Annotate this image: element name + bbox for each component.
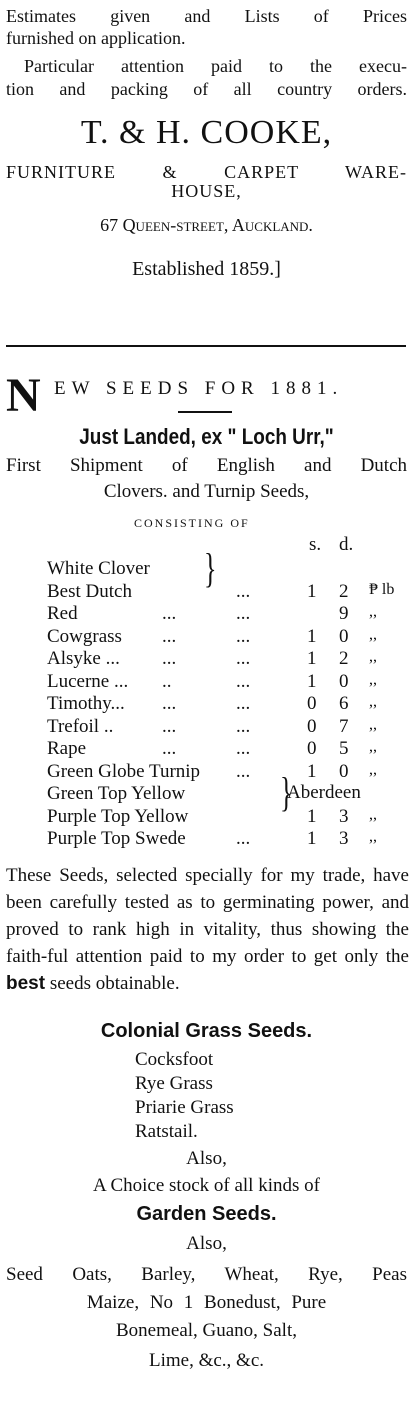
price-row [47,558,409,581]
leader-dots: ... [236,603,251,624]
price-unit: ,, [369,738,377,755]
price-pence: 3 [339,828,349,849]
firm-address: 67 Queen-street, Auckland. [100,215,313,235]
seeds-title: EW SEEDS FOR 1881. [54,378,344,399]
price-row [47,626,409,649]
leader-dots: ... [236,738,251,759]
heading-underline [178,411,232,413]
price-shillings: 1 [307,648,317,669]
brace-clover: } [204,545,217,592]
price-row [47,603,409,626]
price-row [47,581,409,604]
leader-dots: ... [162,693,177,714]
price-shillings: 0 [307,693,317,714]
description-text-end: seeds obtainable. [49,973,180,994]
grass-item: Priarie Grass [135,1097,234,1118]
price-row [47,716,409,739]
price-unit: ,, [369,625,377,643]
seed-name: Cowgrass [47,625,122,647]
estimates-line-2: furnished on application. [6,28,186,48]
seed-name: Timothy... [47,693,125,714]
leader-dots: ... [162,625,177,647]
seed-name: Green Globe Turnip [47,760,201,782]
price-unit: ,, [369,715,377,733]
garden-seeds-heading: Garden Seeds. [136,1203,277,1225]
leader-dots: ... [236,828,251,849]
price-row [47,648,409,671]
first-shipment-line: First Shipment of English and Dutch [6,455,407,476]
price-pence: 2 [339,580,349,602]
products-line-1: Seed Oats, Barley, Wheat, Rye, Peas [6,1264,407,1285]
choice-stock-line: A Choice stock of all kinds of [93,1175,320,1196]
seed-name: Purple Top Yellow [47,805,189,827]
section-divider [6,345,406,347]
price-unit: ₱ lb [369,580,395,598]
price-row [47,806,409,829]
just-landed-line: Just Landed, ex " Loch Urr," [79,424,334,449]
seed-name: Rape [47,738,87,759]
price-unit: ,, [369,648,377,665]
leader-dots: ... [236,760,251,782]
price-row [47,738,409,761]
price-row [47,761,409,784]
firm-tagline-1: FURNITURE & CARPET WARE- [6,162,407,182]
firm-established: Established 1859.] [132,258,281,280]
firm-tagline-2: HOUSE, [171,181,242,201]
price-row [47,693,409,716]
pence-column-header: d. [339,534,354,555]
price-pence: 0 [339,625,349,647]
seed-name: Purple Top Swede [47,828,186,849]
products-line-4: Lime, &c., &c. [148,1350,265,1371]
price-pence: 3 [339,805,349,827]
price-unit: ,, [369,603,377,620]
grass-item: Cocksfoot [135,1049,214,1070]
description-emphasis: best [6,973,46,994]
price-unit: ,, [369,828,377,845]
price-pence: 6 [339,693,349,714]
leader-dots: ... [236,670,251,692]
seed-name: Green Top Yellow [47,783,186,804]
price-pence: 0 [339,760,349,782]
seed-name: Alsyke ... [47,648,120,669]
price-shillings: 0 [307,738,317,759]
colonial-heading: Colonial Grass Seeds. [100,1020,313,1042]
leader-dots: ... [236,715,251,737]
consisting-of: CONSISTING OF [134,516,250,530]
price-pence: 9 [339,603,349,624]
leader-dots: ... [236,648,251,669]
products-line-2: Maize, No 1 Bonedust, Pure [86,1292,327,1313]
leader-dots: ... [162,603,177,624]
price-pence: 0 [339,670,349,692]
price-pence: 2 [339,648,349,669]
seed-name: Lucerne ... [47,670,129,692]
grass-item: Rye Grass [135,1073,213,1094]
seed-name: Trefoil .. [47,715,114,737]
price-shillings: 0 [307,715,317,737]
price-unit: ,, [369,805,377,823]
leader-dots: .. [162,670,172,692]
leader-dots: ... [236,693,251,714]
price-row [47,671,409,694]
price-shillings: 1 [307,760,317,782]
estimates-line-3: Particular attention paid to the execu- [24,56,407,76]
price-pence: 7 [339,715,349,737]
price-shillings: 1 [307,580,317,602]
price-row [47,828,409,851]
price-shillings: 1 [307,625,317,647]
seeds-description [6,862,409,997]
grass-item: Ratstail. [135,1121,198,1142]
seed-price-table [47,534,409,851]
clovers-line: Clovers. and Turnip Seeds, [103,481,310,502]
estimates-line-4: tion and packing of all country orders. [6,79,407,99]
seed-name: White Clover [47,558,150,579]
price-unit: ,, [369,670,377,688]
also-line-2: Also, [186,1233,227,1254]
firm-name: T. & H. COOKE, [80,114,333,151]
leader-dots: ... [162,648,177,669]
seed-name: Red [47,603,78,624]
leader-dots: ... [162,715,177,737]
aberdeen-label: Aberdeen [287,782,361,803]
price-pence: 5 [339,738,349,759]
price-unit: ,, [369,693,377,710]
estimates-line-1: Estimates given and Lists of Prices [6,6,407,26]
drop-cap: N [6,369,41,422]
price-shillings: 1 [307,805,317,827]
price-table-header [47,534,409,558]
leader-dots: ... [162,738,177,759]
brace-aberdeen: } [280,769,293,816]
price-unit: ,, [369,760,377,778]
description-text: These Seeds, selected specially for my trade, have been carefully tested as to germinating power, and proved to rank high in vitality, thus showing the faith-ful attention paid to my order to get only the [6,865,409,967]
products-line-3: Bonemeal, Guano, Salt, [116,1320,297,1341]
leader-dots: ... [236,580,251,602]
price-shillings: 1 [307,670,317,692]
also-line-1: Also, [186,1148,227,1169]
shillings-column-header: s. [309,534,322,555]
seed-name: Best Dutch [47,580,132,602]
leader-dots: ... [236,625,251,647]
price-shillings: 1 [307,828,317,849]
grass-list [135,1048,234,1144]
price-table-rows [47,558,409,851]
